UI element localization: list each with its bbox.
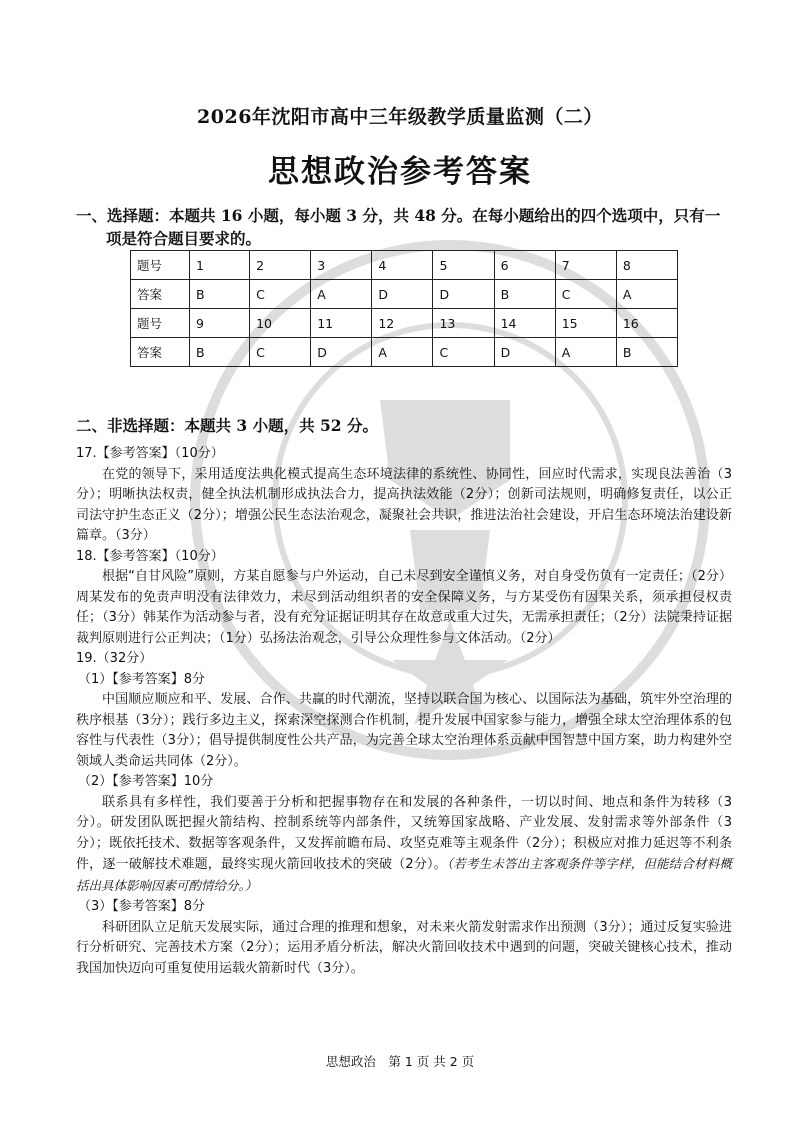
q19-part2-note: （若考生未答出主客观条件等字样，但能结合材料概括出具体影响因素可酌情给分。） bbox=[76, 856, 732, 893]
table-cell: A bbox=[616, 280, 677, 309]
table-cell: 13 bbox=[433, 309, 494, 338]
table-row bbox=[131, 338, 678, 367]
table-cell: 2 bbox=[250, 251, 311, 280]
q18-answer: 根据“自甘风险”原则，方某自愿参与户外运动，自己未尽到安全谨慎义务，对自身受伤负有一定责任；（2分）周某发布的免责声明没有法律效力，未尽到活动组织者的安全保障义务，与方某受伤有因果关系，须承担侵权责任；（3分）韩某作为活动参与者，没有充分证据证明其存在故意或重大过失，无需承担责任；（2分）法院秉持证据裁判原则进行公正判决；（1分）弘扬法治观念，引导公众理性参与文体活动。（2分） bbox=[76, 569, 732, 646]
table-cell: A bbox=[311, 280, 372, 309]
q19-part1-answer: 中国顺应顺应和平、发展、合作、共赢的时代潮流，坚持以联合国为核心、以国际法为基础，筑牢外空治理的秩序根基（3分）；践行多边主义，探索深空探测合作机制，提升发展中国家参与能力，增强全球太空治理体系的包容性与代表性（3分）；倡导提供制度性公共产品，为完善全球太空治理体系贡献中国智慧中国方案，助力构建外空领域人类命运共同体（2分）。 bbox=[76, 692, 732, 769]
table-cell: B bbox=[494, 280, 555, 309]
table-cell: D bbox=[433, 280, 494, 309]
table-cell: A bbox=[555, 338, 616, 367]
table-cell: 15 bbox=[555, 309, 616, 338]
q19-part3-label: （3）【参考答案】8分 bbox=[78, 899, 206, 914]
section1-instruction-line2: 项是符合题目要求的。 bbox=[106, 229, 262, 248]
table-cell: B bbox=[189, 338, 249, 367]
exam-title: 2026年沈阳市高中三年级教学质量监测（二） bbox=[197, 106, 603, 128]
section1-instruction-line1: 一、选择题：本题共 16 小题，每小题 3 分，共 48 分。在每小题给出的四个选项中，只有一 bbox=[76, 206, 721, 225]
table-cell: A bbox=[372, 338, 433, 367]
section1-instructions bbox=[76, 204, 732, 250]
q19-part1-label: （1）【参考答案】8分 bbox=[78, 671, 206, 687]
q19-part2-label: （2）【参考答案】10分 bbox=[78, 774, 214, 789]
table-row bbox=[131, 251, 678, 280]
table-cell: 5 bbox=[433, 251, 494, 280]
q18-label: 18.【参考答案】（10分） bbox=[76, 548, 224, 564]
q19-label: 19.（32分） bbox=[76, 651, 153, 666]
table-cell: 10 bbox=[250, 309, 311, 338]
table-cell: C bbox=[433, 338, 494, 367]
subject-title: 思想政治参考答案 bbox=[268, 154, 532, 190]
q17-answer: 在党的领导下，采用适度法典化模式提高生态环境法律的系统性、协同性，回应时代需求，实现良法善治（3分）；明晰执法权责，健全执法机制形成执法合力，提高执法效能（2分）；创新司法规则，明确修复责任，以公正司法守护生态正义（2分）；增强公民生态法治观念，凝聚社会共识，推进法治社会建设，开启生态环境法治建设新篇章。（3分） bbox=[76, 466, 732, 543]
table-row bbox=[131, 309, 678, 338]
table-cell: B bbox=[616, 338, 677, 367]
table-cell: C bbox=[250, 338, 311, 367]
table-cell: C bbox=[250, 280, 311, 309]
table-cell: 题号 bbox=[131, 309, 190, 338]
table-cell: 14 bbox=[494, 309, 555, 338]
section2-heading: 二、非选择题：本题共 3 小题，共 52 分。 bbox=[76, 416, 378, 435]
q19-part2-answer bbox=[76, 793, 732, 898]
table-cell: 1 bbox=[189, 251, 249, 280]
section2-content bbox=[76, 444, 732, 979]
q19-part2-text: 联系具有多样性，我们要善于分析和把握事物存在和发展的各种条件，一切以时间、地点和条件为转移（3分）。研发团队既把握火箭结构、控制系统等内部条件，又统筹国家战略、产业发展、发射需求等外部条件（3分）；既依托技术、数据等客观条件，又发挥前瞻布局、攻坚克难等主观条件（2分）；积极应对推力延迟等不利条件，逐一破解技术难题，最终实现火箭回收技术的突破（2分）。 bbox=[76, 794, 732, 872]
table-row bbox=[131, 280, 678, 309]
q19-part3-answer: 科研团队立足航天发展实际，通过合理的推理和想象，对未来火箭发射需求作出预测（3分）；通过反复实验进行分析研究、完善技术方案（2分）；运用矛盾分析法，解决火箭回收技术中遇到的问题，突破关键核心技术，推动我国加快迈向可重复使用运载火箭新时代（3分）。 bbox=[76, 919, 732, 976]
table-cell: D bbox=[311, 338, 372, 367]
table-cell: 3 bbox=[311, 251, 372, 280]
table-cell: 4 bbox=[372, 251, 433, 280]
q17-label: 17.【参考答案】（10分） bbox=[76, 446, 224, 461]
page-footer: 思想政治 第 1 页 共 2 页 bbox=[325, 1054, 475, 1069]
table-cell: B bbox=[189, 280, 249, 309]
table-cell: 8 bbox=[616, 251, 677, 280]
table-cell: 答案 bbox=[131, 338, 190, 367]
answer-table bbox=[130, 250, 678, 367]
table-cell: C bbox=[555, 280, 616, 309]
table-cell: 答案 bbox=[131, 280, 190, 309]
table-cell: 11 bbox=[311, 309, 372, 338]
table-cell: 6 bbox=[494, 251, 555, 280]
table-cell: 12 bbox=[372, 309, 433, 338]
table-cell: D bbox=[372, 280, 433, 309]
table-cell: 7 bbox=[555, 251, 616, 280]
table-cell: 题号 bbox=[131, 251, 190, 280]
table-cell: 16 bbox=[616, 309, 677, 338]
table-cell: 9 bbox=[189, 309, 249, 338]
table-cell: D bbox=[494, 338, 555, 367]
